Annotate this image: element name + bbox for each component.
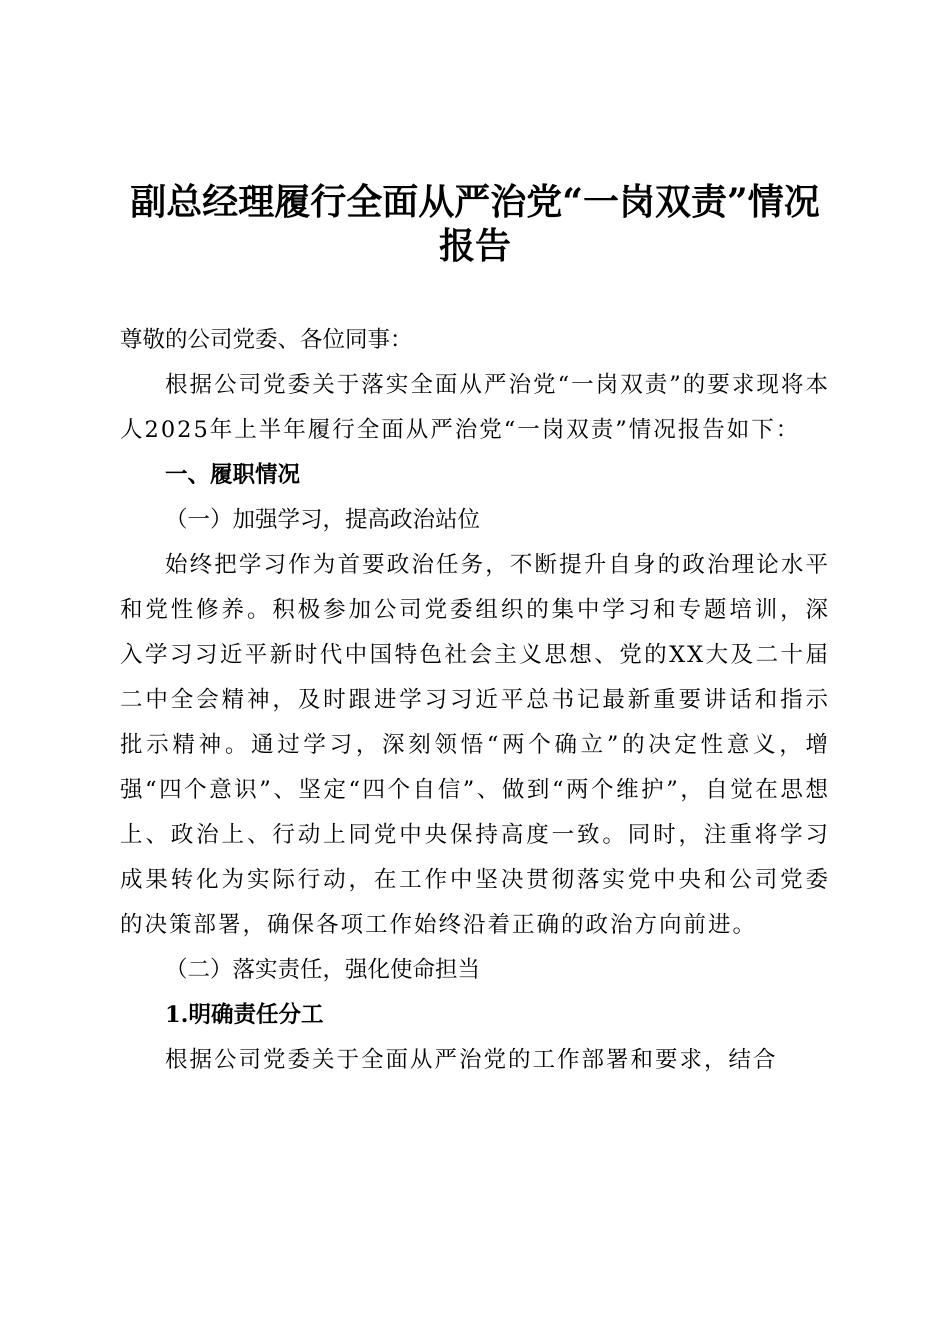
subsection-heading-responsibility: （二）落实责任，强化使命担当 xyxy=(165,957,481,983)
document-body xyxy=(120,318,830,1083)
salutation: 尊敬的公司党委、各位同事： xyxy=(120,327,413,353)
section-heading-performance: 一、履职情况 xyxy=(165,462,301,488)
subsection-heading-study: （一）加强学习，提高政治站位 xyxy=(165,507,481,533)
responsibility-paragraph: 根据公司党委关于全面从严治党的工作部署和要求，结合 xyxy=(165,1047,778,1073)
document-title-line-2: 报告 xyxy=(438,225,511,267)
document-title-line-1: 副总经理履行全面从严治党“一岗双责”情况 xyxy=(130,181,820,223)
study-paragraph: 始终把学习作为首要政治任务，不断提升自身的政治理论水平和党性修养。积极参加公司党委组织的集中学习和专题培训，深入学习习近平新时代中国特色社会主义思想、党的XX大及二十届二中全会精神，及时跟进学习习近平总书记最新重要讲话和指示批示精神。通过学习，深刻领悟“两个确立”的决定性意义，增强“四个意识”、坚定“四个自信”、做到“两个维护”，自觉在思想上、政治上、行动上同党中央保持高度一致。同时，注重将学习成果转化为实际行动，在工作中坚决贯彻落实党中央和公司党委的决策部署，确保各项工作始终沿着正确的政治方向前进。 xyxy=(120,552,830,938)
item-heading-responsibility-division: 1.明确责任分工 xyxy=(165,1002,324,1028)
intro-paragraph: 根据公司党委关于落实全面从严治党“一岗双责”的要求现将本人2025年上半年履行全面从严治党“一岗双责”情况报告如下： xyxy=(120,372,830,443)
